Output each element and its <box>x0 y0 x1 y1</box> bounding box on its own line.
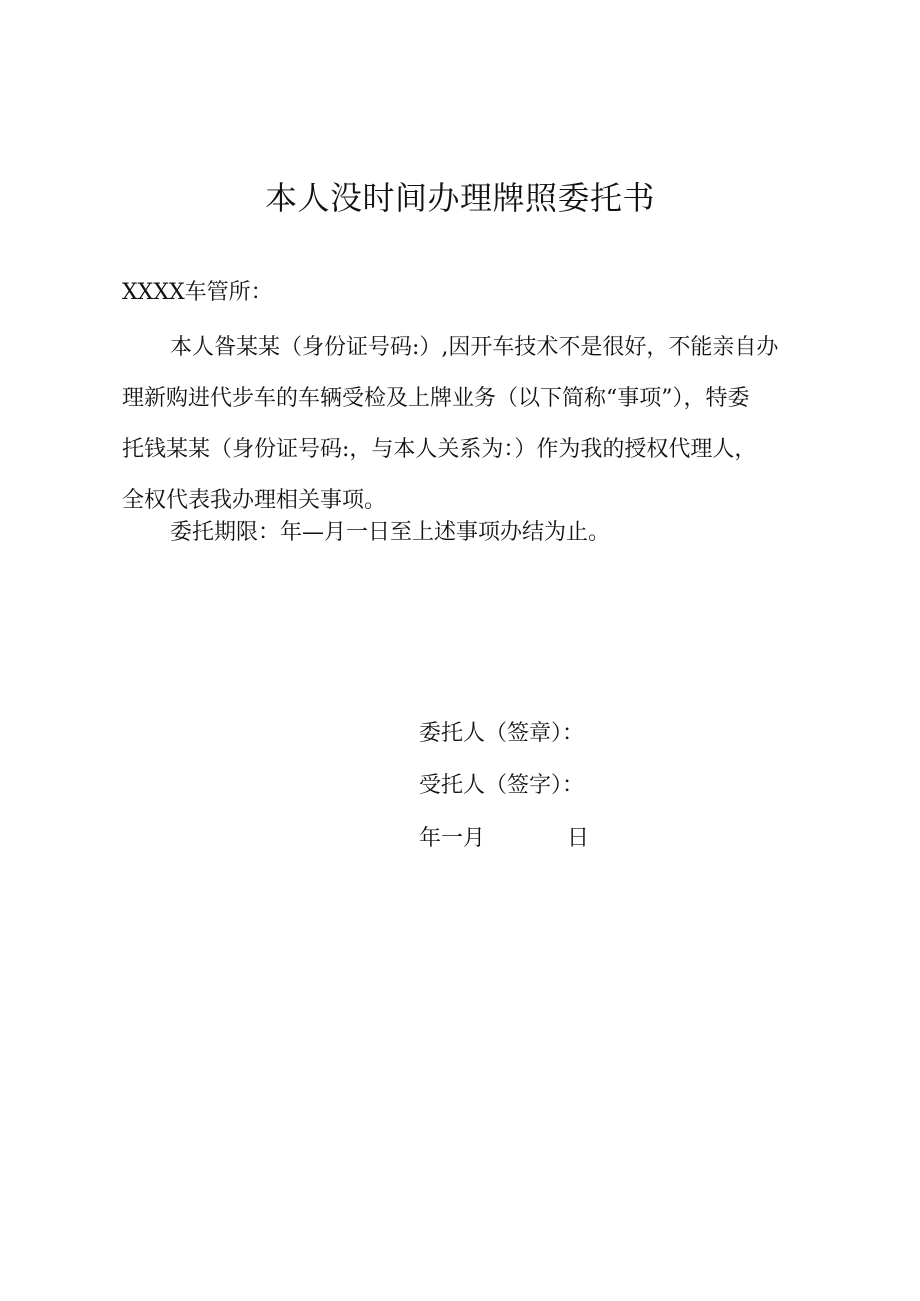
entrustment-period: 委托期限：年—月一日至上述事项办结为止。 <box>170 520 611 545</box>
body-line: 托钱某某（身份证号码:，与本人关系为：）作为我的授权代理人， <box>122 437 757 462</box>
body-paragraph <box>122 322 812 526</box>
document-title: 本人没时间办理牌照委托书 <box>264 179 655 217</box>
date-year-month: 年一月 <box>419 826 486 851</box>
body-line: 理新购进代步车的车辆受检及上牌业务（以下简称“事项”），特委 <box>122 386 750 411</box>
date-day: 日 <box>567 826 590 851</box>
body-line: 全权代表我办理相关事项。 <box>122 488 387 513</box>
salutation: XXXX车管所： <box>122 280 273 305</box>
agent-signature-label: 受托人（签字）： <box>419 773 585 798</box>
body-line: 本人昝某某（身份证号码:）,因开车技术不是很好，不能亲自办 <box>170 335 779 360</box>
principal-signature-label: 委托人（签章）： <box>419 721 585 746</box>
